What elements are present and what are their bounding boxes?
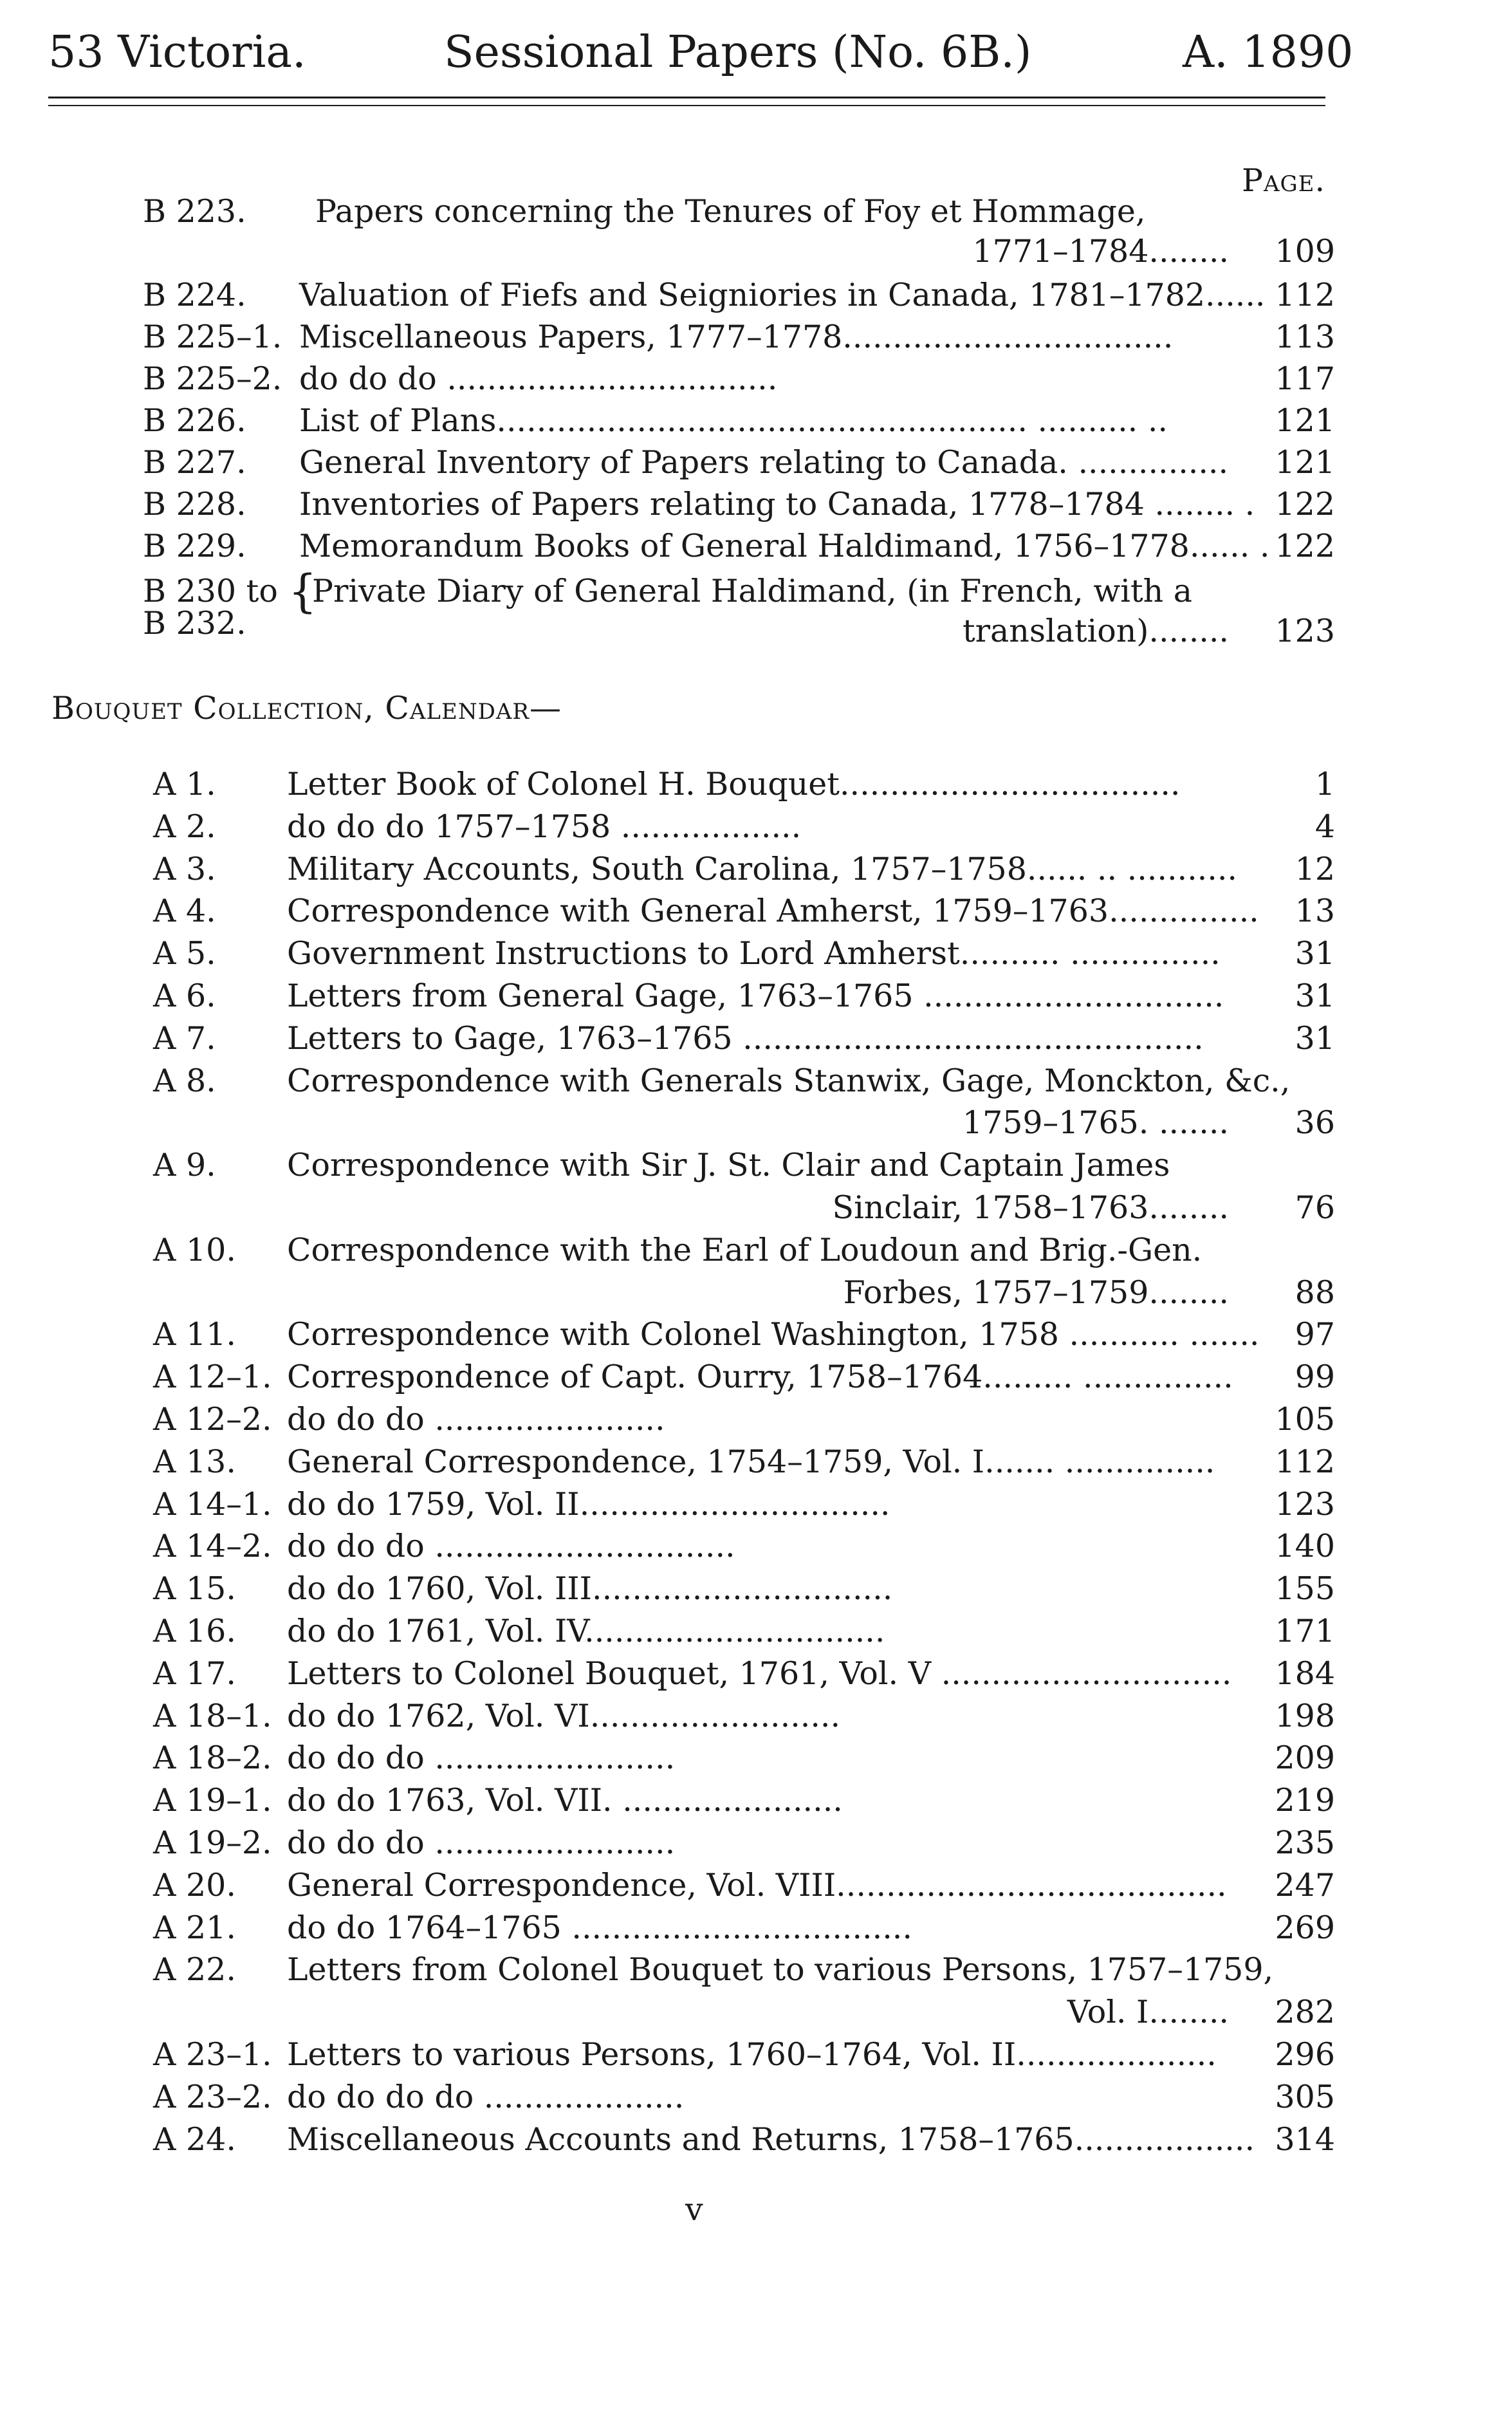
a-entry-title: Correspondence with General Amherst, 1759–1763............... [287,893,1259,929]
a-entry-code: A 4. [153,893,216,929]
a-entry-page: 12 [1295,851,1335,887]
brace-mark: { [288,565,317,618]
a-entry-continuation: 1759–1765. ....... [962,1104,1229,1141]
b-entry-code: B 225–2. [143,360,282,397]
a-entry-title: Letters to various Persons, 1760–1764, Vol. II.................... [287,2036,1217,2073]
a-entry-continuation: Sinclair, 1758–1763........ [832,1189,1229,1226]
a-entry-page: 155 [1275,1570,1335,1607]
a-entry-code: A 7. [153,1020,216,1057]
a-entry-code: A 19–2. [153,1824,272,1861]
a-entry-code: A 18–1. [153,1698,272,1734]
a-entry-page: 31 [1295,978,1335,1014]
a-entry-code: A 16. [153,1613,236,1649]
b-entry-code: B 228. [143,486,246,523]
a-entry-page: 36 [1295,1104,1335,1141]
b-entry-title: do do do ................................. [299,360,778,397]
a-entry-code: A 21. [153,1909,236,1946]
a-entry-code: A 6. [153,978,216,1014]
a-entry-code: A 22. [153,1951,236,1988]
b-entry-code: B 226. [143,402,246,439]
b-entry-title: List of Plans..................................................... .......... .. [299,402,1168,439]
a-entry-code: A 15. [153,1570,236,1607]
header-rule-top [48,97,1325,98]
a-entry-page: 269 [1275,1909,1335,1946]
header-rule-bottom [48,105,1325,106]
a-entry-code: A 14–1. [153,1486,272,1523]
a-entry-title: Letters to Gage, 1763–1765 .............................................. [287,1020,1204,1057]
a-entry-code: A 2. [153,808,216,845]
a-entry-page: 97 [1295,1316,1335,1353]
a-entry-code: A 19–1. [153,1782,272,1819]
a-entry-page: 31 [1295,1020,1335,1057]
b-entry-page: 123 [1275,613,1335,649]
b-entry-title: Valuation of Fiefs and Seigniories in Canada, 1781–1782...... [299,277,1266,313]
b-entry-code: B 227. [143,444,246,481]
section-title: Bouquet Collection, Calendar— [51,690,562,727]
a-entry-code: A 17. [153,1655,236,1692]
b-entry-code: B 229. [143,528,246,564]
header-right: A. 1890 [1183,27,1354,78]
a-entry-code: A 20. [153,1867,236,1904]
a-entry-code: A 23–1. [153,2036,272,2073]
a-entry-title: Correspondence with the Earl of Loudoun and Brig.-Gen. [287,1232,1203,1268]
b-entry-title: General Inventory of Papers relating to Canada. ............... [299,444,1229,481]
a-entry-page: 123 [1275,1486,1335,1523]
a-entry-page: 198 [1275,1698,1335,1734]
a-entry-title: do do 1763, Vol. VII. ...................... [287,1782,843,1819]
a-entry-code: A 13. [153,1443,236,1480]
a-entry-page: 235 [1275,1824,1335,1861]
a-entry-page: 314 [1275,2121,1335,2158]
a-entry-code: A 12–2. [153,1401,272,1438]
b-entry-page: 117 [1275,360,1335,397]
b-entry-continuation: translation)........ [962,613,1229,649]
a-entry-page: 76 [1295,1189,1335,1226]
a-entry-title: Government Instructions to Lord Amherst.......... ............... [287,935,1221,972]
a-entry-page: 140 [1275,1528,1335,1564]
a-entry-title: do do do 1757–1758 .................. [287,808,802,845]
b-entry-title: Inventories of Papers relating to Canada, 1778–1784 ........ . [299,486,1255,523]
a-entry-title: do do 1762, Vol. VI......................... [287,1698,841,1734]
a-entry-title: do do do .............................. [287,1528,735,1564]
b-entry-title: Memorandum Books of General Haldimand, 1756–1778...... . [299,528,1270,564]
a-entry-title: do do do ........................ [287,1739,676,1776]
header-center: Sessional Papers (No. 6B.) [444,27,1032,78]
a-entry-continuation: Forbes, 1757–1759........ [843,1274,1229,1311]
a-entry-page: 13 [1295,893,1335,929]
b-entry-code: B 232. [143,605,246,642]
a-entry-title: Letters to Colonel Bouquet, 1761, Vol. V ............................. [287,1655,1232,1692]
b-entry-title: Miscellaneous Papers, 1777–1778................................. [299,319,1174,355]
a-entry-title: Correspondence of Capt. Ourry, 1758–1764......... ............... [287,1359,1233,1395]
a-entry-title: Military Accounts, South Carolina, 1757–1758...... .. ........... [287,851,1237,887]
a-entry-title: Miscellaneous Accounts and Returns, 1758–1765.................. [287,2121,1255,2158]
a-entry-title: Letters from General Gage, 1763–1765 .............................. [287,978,1224,1014]
a-entry-page: 247 [1275,1867,1335,1904]
a-entry-code: A 5. [153,935,216,972]
a-entry-title: do do do ........................ [287,1824,676,1861]
a-entry-code: A 23–2. [153,2079,272,2115]
a-entry-code: A 14–2. [153,1528,272,1564]
a-entry-title: do do 1761, Vol. IV.............................. [287,1613,885,1649]
b-entry-title: Private Diary of General Haldimand, (in French, with a [312,573,1192,609]
a-entry-code: A 10. [153,1232,236,1268]
a-entry-page: 296 [1275,2036,1335,2073]
a-entry-page: 105 [1275,1401,1335,1438]
a-entry-code: A 8. [153,1062,216,1099]
b-entry-title: Papers concerning the Tenures of Foy et Hommage, [315,193,1146,230]
a-entry-page: 99 [1295,1359,1335,1395]
header-left: 53 Victoria. [48,27,306,78]
a-entry-page: 1 [1314,766,1335,802]
a-entry-title: Correspondence with Sir J. St. Clair and Captain James [287,1147,1170,1183]
a-entry-title: do do do do .................... [287,2079,685,2115]
a-entry-title: Correspondence with Colonel Washington, 1758 ........... ....... [287,1316,1260,1353]
b-entry-continuation: 1771–1784........ [972,233,1229,270]
a-entry-page: 31 [1295,935,1335,972]
a-entry-code: A 1. [153,766,216,802]
a-entry-title: General Correspondence, 1754–1759, Vol. I....... ............... [287,1443,1215,1480]
a-entry-page: 219 [1275,1782,1335,1819]
a-entry-code: A 18–2. [153,1739,272,1776]
a-entry-code: A 12–1. [153,1359,272,1395]
a-entry-title: General Correspondence, Vol. VIII....................................... [287,1867,1227,1904]
a-entry-code: A 3. [153,851,216,887]
a-entry-title: do do 1764–1765 .................................. [287,1909,912,1946]
a-entry-code: A 11. [153,1316,236,1353]
a-entry-page: 282 [1275,1994,1335,2030]
b-entry-page: 122 [1275,486,1335,523]
b-entry-page: 109 [1275,233,1335,270]
a-entry-title: Letter Book of Colonel H. Bouquet.................................. [287,766,1181,802]
a-entry-title: do do do ....................... [287,1401,665,1438]
page-footer-numeral: v [685,2191,703,2228]
a-entry-page: 112 [1275,1443,1335,1480]
a-entry-page: 305 [1275,2079,1335,2115]
b-entry-page: 112 [1275,277,1335,313]
a-entry-page: 88 [1295,1274,1335,1311]
b-entry-page: 113 [1275,319,1335,355]
a-entry-page: 209 [1275,1739,1335,1776]
a-entry-title: Correspondence with Generals Stanwix, Gage, Monckton, &c., [287,1062,1291,1099]
b-entry-page: 122 [1275,528,1335,564]
a-entry-continuation: Vol. I........ [1067,1994,1229,2030]
b-entry-code: B 223. [143,193,246,230]
b-entry-page: 121 [1275,444,1335,481]
page-column-label: Page. [1242,162,1326,199]
a-entry-page: 171 [1275,1613,1335,1649]
b-entry-code: B 224. [143,277,246,313]
a-entry-code: A 24. [153,2121,236,2158]
a-entry-title: do do 1760, Vol. III.............................. [287,1570,893,1607]
b-entry-page: 121 [1275,402,1335,439]
b-entry-code: B 230 to [143,573,278,609]
a-entry-code: A 9. [153,1147,216,1183]
a-entry-page: 4 [1314,808,1335,845]
a-entry-title: Letters from Colonel Bouquet to various Persons, 1757–1759, [287,1951,1274,1988]
b-entry-code: B 225–1. [143,319,282,355]
a-entry-title: do do 1759, Vol. II............................... [287,1486,890,1523]
a-entry-page: 184 [1275,1655,1335,1692]
